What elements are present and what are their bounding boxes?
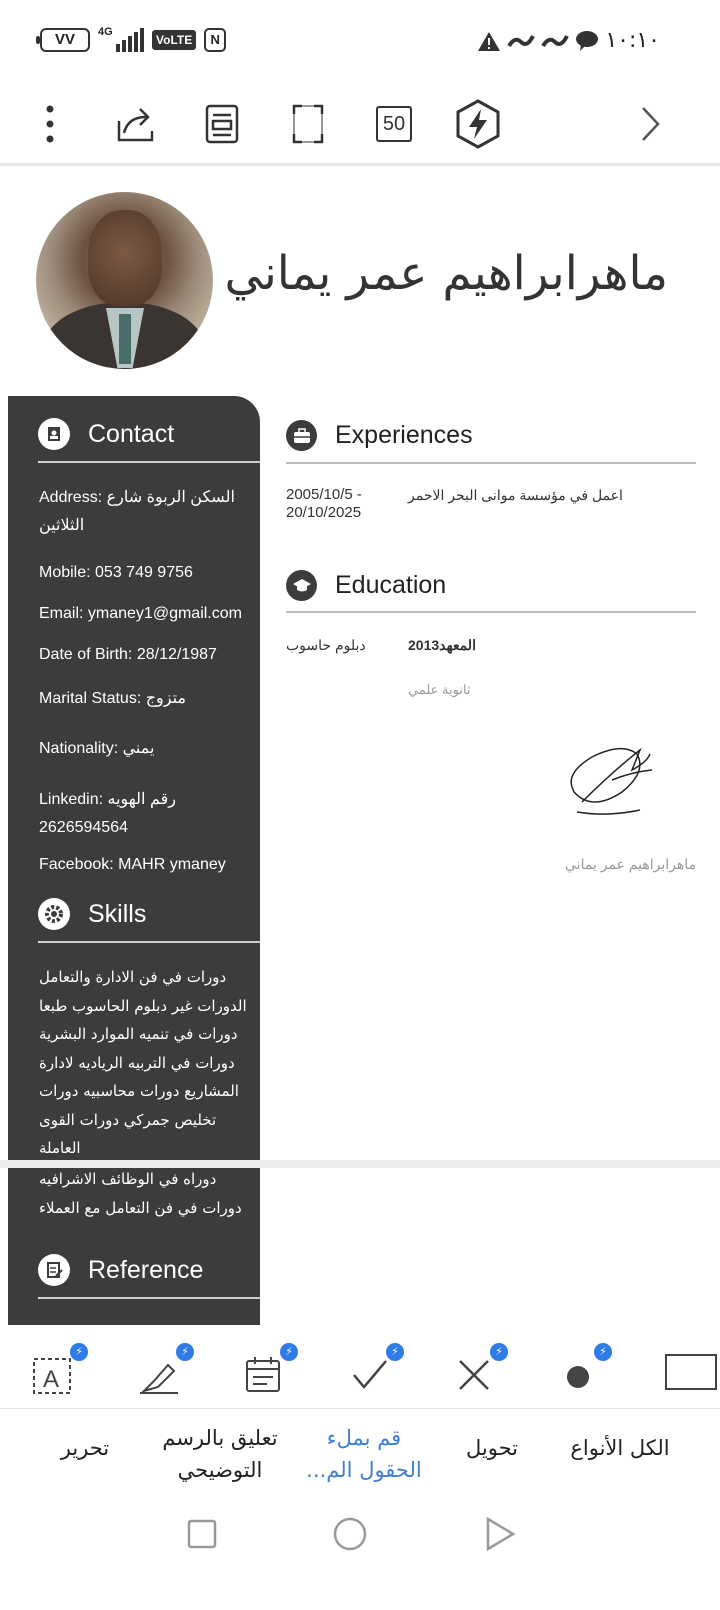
mode-tabs	[0, 1410, 720, 1498]
premium-badge-icon: ⚡	[594, 1343, 612, 1361]
tab-annotate[interactable]: تعليق بالرسم التوضيحي	[162, 1426, 278, 1482]
back-button[interactable]	[478, 1512, 522, 1556]
more-vert-icon[interactable]	[22, 96, 78, 152]
briefcase-icon	[286, 420, 317, 451]
top-toolbar	[0, 84, 720, 166]
network-type: 4G	[98, 26, 113, 38]
page-count-button[interactable]	[366, 96, 422, 152]
share-icon[interactable]	[108, 96, 164, 152]
status-bar	[0, 0, 720, 84]
experiences-header	[286, 420, 473, 451]
reader-mode-icon[interactable]	[194, 96, 250, 152]
page-count-label: 50	[376, 106, 412, 142]
contact-header	[38, 418, 174, 450]
premium-badge-icon: ⚡	[280, 1343, 298, 1361]
triangle-icon	[484, 1516, 516, 1552]
contact-facebook: Facebook: MAHR ymaney	[39, 856, 226, 873]
tab-all-types[interactable]: الكل الأنواع	[570, 1436, 670, 1460]
resume-name: ماهرابراهيم عمر يماني	[224, 246, 668, 301]
premium-badge-icon: ⚡	[386, 1343, 404, 1361]
pdf-document-view[interactable]	[0, 170, 720, 1325]
contact-title: Contact	[88, 419, 175, 448]
chat-icon	[575, 30, 599, 52]
square-icon	[186, 1518, 218, 1550]
nfc-icon: N	[204, 28, 226, 52]
fullscreen-icon[interactable]	[280, 96, 336, 152]
status-right	[477, 28, 660, 53]
signature-tool[interactable]	[132, 1343, 192, 1399]
contact-marital: Marital Status: متزوج	[39, 690, 186, 707]
contact-email: Email: ymaney1@gmail.com	[39, 605, 242, 622]
graduation-cap-icon	[286, 570, 317, 601]
contact-linkedin: Linkedin: رقم الهويه 2626594564	[39, 791, 176, 836]
experiences-divider	[286, 462, 696, 464]
checkmark-tool[interactable]	[342, 1343, 402, 1399]
education-header	[286, 570, 446, 601]
reference-header	[38, 1254, 203, 1286]
education-divider	[286, 611, 696, 613]
svg-text:A: A	[43, 1366, 60, 1393]
experience-date: 2005/10/5 - 20/10/2025	[286, 486, 362, 521]
education-title: Education	[335, 571, 447, 599]
date-icon	[244, 1355, 284, 1395]
signature-pen-icon	[138, 1355, 182, 1395]
reference-title: Reference	[88, 1255, 204, 1284]
clock: ١٠:١٠	[605, 28, 660, 53]
cross-icon	[454, 1355, 494, 1395]
system-nav-bar	[0, 1498, 720, 1610]
circle-icon	[332, 1516, 368, 1552]
skills-divider	[38, 941, 260, 943]
quick-action-icon[interactable]	[450, 96, 506, 152]
skills-header	[38, 898, 146, 930]
profile-photo	[36, 192, 213, 369]
signal-icon	[98, 28, 144, 52]
tab-edit[interactable]: تحرير	[60, 1436, 110, 1460]
skills-title: Skills	[88, 899, 147, 928]
contact-dob: Date of Birth: 28/12/1987	[39, 646, 217, 663]
experiences-title: Experiences	[335, 421, 473, 449]
skills-text: دورات في فن الادارة والتعامل الدورات غير دبلوم الحاسوب طبعا دورات في تنميه الموارد البشرية دورات في التربيه الرياديه لادارة المشاريع دورات محاسبيه دورات تخليص جمركي دورات القوى العاملة	[39, 968, 247, 1157]
tab-convert[interactable]: تحويل	[466, 1436, 518, 1460]
cast-icon-2	[541, 30, 569, 52]
reference-document-icon	[38, 1254, 70, 1286]
rectangle-tool[interactable]	[660, 1343, 720, 1399]
battery-icon: VV	[40, 28, 90, 52]
volte-icon: VoLTE	[152, 30, 196, 50]
skills-text-continued: دوراه في الوظائف الاشرافيه دورات في فن التعامل مع العملاء	[39, 1170, 242, 1217]
cast-icon	[507, 30, 535, 52]
experience-desc: اعمل في مؤسسة موانى البحر الاحمر	[408, 487, 623, 503]
premium-badge-icon: ⚡	[176, 1343, 194, 1361]
dot-icon	[558, 1355, 598, 1395]
contact-mobile: Mobile: 053 749 9756	[39, 564, 193, 581]
resume-sidebar-continued	[8, 1168, 260, 1325]
checkmark-icon	[350, 1355, 390, 1395]
chevron-right-icon[interactable]	[622, 96, 678, 152]
recents-button[interactable]	[180, 1512, 224, 1556]
signature-name: ماهرابراهيم عمر يماني	[565, 856, 696, 872]
status-left	[40, 28, 226, 52]
contact-book-icon	[38, 418, 70, 450]
text-box-tool[interactable]	[26, 1343, 86, 1399]
tab-fill-sign[interactable]: قم بملء الحقول الم...	[306, 1426, 422, 1482]
home-button[interactable]	[328, 1512, 372, 1556]
gear-icon	[38, 898, 70, 930]
premium-badge-icon: ⚡	[70, 1343, 88, 1361]
education-degree: دبلوم حاسوب	[286, 637, 366, 653]
contact-address: Address: السكن الربوة شارع الثلاثين	[39, 489, 235, 534]
signature-image	[562, 742, 658, 822]
education-secondary: ثانوية علمي	[408, 682, 471, 697]
premium-badge-icon: ⚡	[490, 1343, 508, 1361]
fill-sign-tools	[0, 1325, 720, 1409]
rectangle-icon	[664, 1351, 720, 1395]
contact-divider	[38, 461, 260, 463]
date-tool[interactable]	[236, 1343, 296, 1399]
education-institute: المعهد2013	[408, 637, 476, 653]
cross-tool[interactable]	[446, 1343, 506, 1399]
warning-icon	[477, 30, 501, 52]
dot-tool[interactable]	[550, 1343, 610, 1399]
contact-nationality: Nationality: يمني	[39, 740, 155, 757]
reference-divider	[38, 1297, 260, 1299]
text-box-icon	[32, 1355, 76, 1395]
